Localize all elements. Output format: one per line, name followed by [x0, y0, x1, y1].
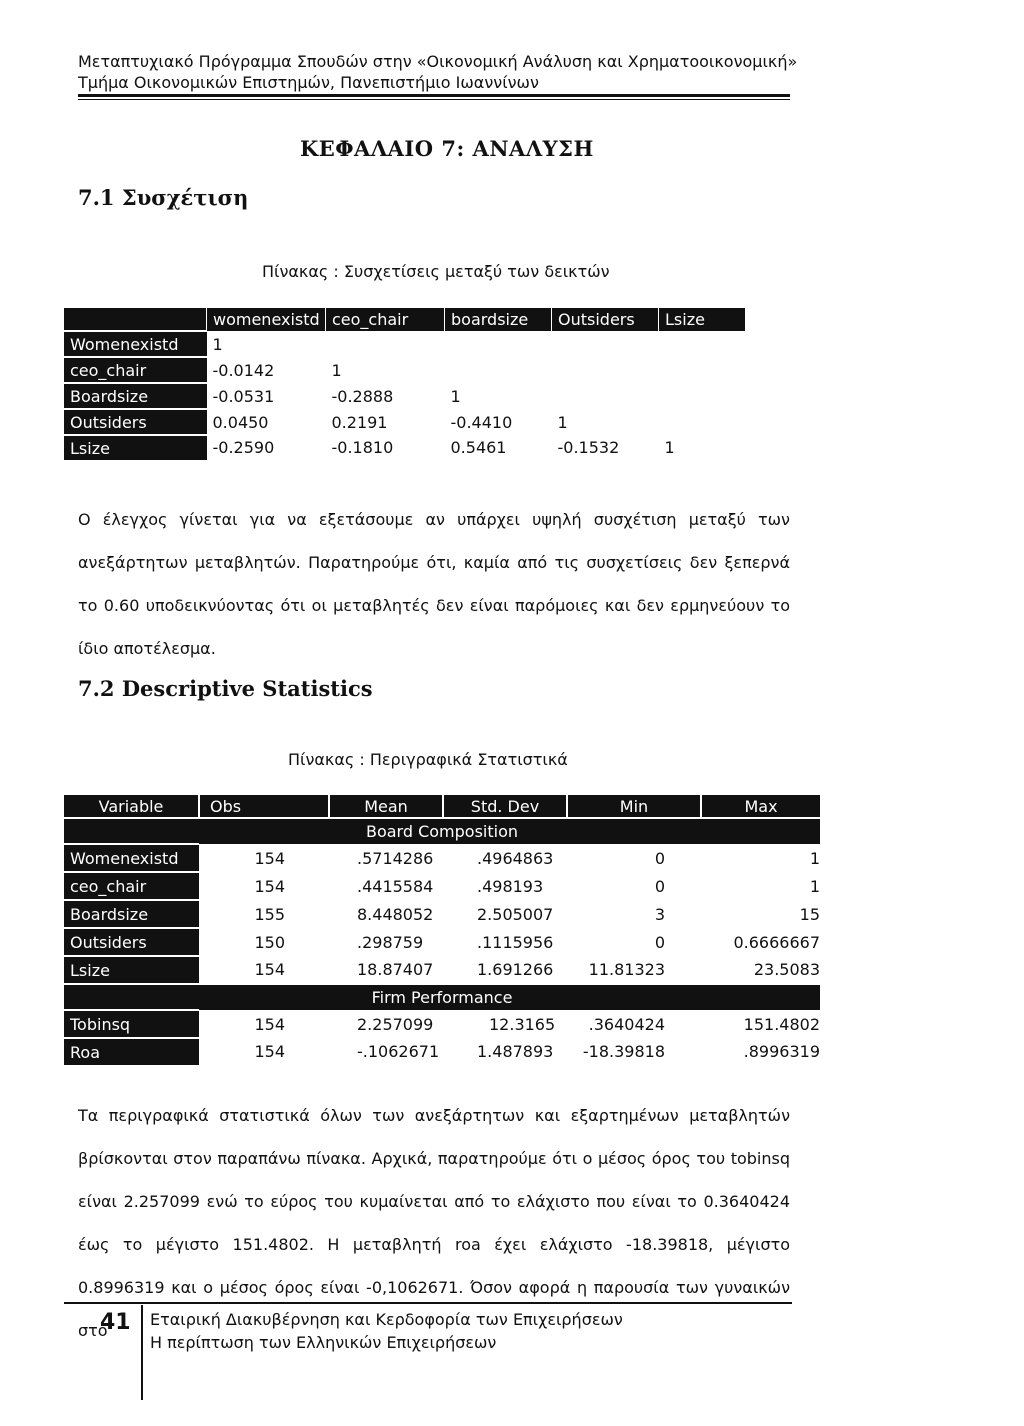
- table-cell: 8.448052: [357, 904, 434, 924]
- table-cell: 0: [654, 876, 665, 896]
- col-header: Min: [567, 795, 701, 818]
- table-cell: -.1062671: [357, 1042, 440, 1061]
- col-header: womenexistd: [207, 308, 326, 331]
- table-cell: .298759: [357, 932, 424, 952]
- row-header: Womenexistd: [64, 331, 207, 357]
- table-cell: 0.0450: [212, 412, 269, 432]
- col-header: boardsize: [445, 308, 552, 331]
- correlation-paragraph: Ο έλεγχος γίνεται για να εξετάσουμε αν υπάρχει υψηλή συσχέτιση μεταξύ των ανεξάρτητων μεταβλητών. Παρατηρούμε ότι, καμία από τις συσχετίσεις δεν ξεπερνά το 0.60 υποδεικνύοντας ότι οι μεταβλητές δεν είναι παρόμοιες και δεν ερμηνεύουν το ίδιο αποτέλεσμα.: [78, 510, 790, 658]
- table-cell: .498193: [477, 876, 544, 896]
- table-cell: [552, 331, 659, 357]
- table-row: [64, 331, 745, 357]
- table-cell: 2.505007: [477, 904, 554, 924]
- table-cell: 1: [809, 876, 820, 896]
- table-cell: 155: [254, 904, 285, 924]
- table-cell: [659, 357, 746, 383]
- table-cell: 1: [450, 386, 461, 406]
- table-cell: [659, 409, 746, 435]
- table-cell: .3640424: [588, 1014, 665, 1034]
- chapter-title: ΚΕΦΑΛΑΙΟ 7: ΑΝΑΛΥΣΗ: [300, 136, 594, 161]
- table-cell: 154: [254, 848, 285, 868]
- table-cell: 3: [654, 904, 665, 924]
- descriptive-table-caption: Πίνακας : Περιγραφικά Στατιστικά: [288, 750, 568, 769]
- table-cell: .4415584: [357, 876, 434, 896]
- table-cell: 1: [331, 360, 342, 380]
- correlation-table: [64, 308, 745, 460]
- table-cell: 0.6666667: [733, 932, 820, 952]
- row-header: Outsiders: [64, 409, 207, 435]
- table-cell: -18.39818: [582, 1042, 665, 1061]
- col-header: Variable: [64, 795, 199, 818]
- header-rule-thin: [78, 99, 790, 100]
- table-cell: .8996319: [743, 1042, 820, 1061]
- table-row: [64, 872, 820, 900]
- table-cell: [445, 331, 552, 357]
- table-cell: 0: [654, 848, 665, 868]
- row-header: Boardsize: [64, 900, 199, 928]
- header-line-1: Μεταπτυχιακό Πρόγραμμα Σπουδών στην «Οικονομική Ανάλυση και Χρηματοοικονομική»: [78, 52, 798, 71]
- table-cell: 18.87407: [357, 960, 434, 979]
- table-cell: [445, 357, 552, 383]
- col-header: Outsiders: [552, 308, 659, 331]
- table-cell: -0.0531: [212, 386, 275, 406]
- table-cell: -0.2590: [212, 438, 275, 457]
- corner-cell: [64, 308, 207, 331]
- row-header: Tobinsq: [64, 1010, 199, 1038]
- table-cell: 1.691266: [477, 960, 554, 979]
- table-cell: 154: [254, 1042, 285, 1061]
- col-header: Max: [701, 795, 820, 818]
- header-line-2: Τμήμα Οικονομικών Επιστημών, Πανεπιστήμιο Ιωαννίνων: [78, 73, 539, 92]
- table-row: [64, 956, 820, 984]
- table-cell: 151.4802: [743, 1014, 820, 1034]
- table-cell: 11.81323: [588, 960, 665, 979]
- table-cell: .4964863: [477, 848, 554, 868]
- col-header: Mean: [329, 795, 443, 818]
- section-title-correlation: 7.1 Συσχέτιση: [78, 185, 249, 210]
- table-cell: .1115956: [477, 932, 554, 952]
- table-cell: 1: [664, 438, 675, 457]
- table-cell: [659, 331, 746, 357]
- col-header: Lsize: [659, 308, 746, 331]
- table-row: [64, 928, 820, 956]
- row-header: Outsiders: [64, 928, 199, 956]
- table-row: [64, 900, 820, 928]
- row-header: Lsize: [64, 956, 199, 984]
- descriptive-stats-table: [64, 795, 820, 1065]
- table-cell: [552, 357, 659, 383]
- table-cell: [326, 331, 445, 357]
- row-header: ceo_chair: [64, 872, 199, 900]
- table-row: [64, 383, 745, 409]
- table-cell: -0.1532: [557, 438, 620, 457]
- table-cell: -0.0142: [212, 360, 275, 380]
- page-number: 41: [100, 1310, 131, 1335]
- table-cell: -0.4410: [450, 412, 513, 432]
- table-cell: 1: [557, 412, 568, 432]
- table-row: [64, 1010, 820, 1038]
- table-cell: 154: [254, 876, 285, 896]
- row-header: Lsize: [64, 435, 207, 460]
- table-cell: .5714286: [357, 848, 434, 868]
- col-header: ceo_chair: [326, 308, 445, 331]
- table-cell: [659, 383, 746, 409]
- table-cell: 23.5083: [753, 960, 820, 979]
- table-cell: 154: [254, 960, 285, 979]
- footer-line-1: Εταιρική Διακυβέρνηση και Κερδοφορία των Επιχειρήσεων: [150, 1310, 623, 1329]
- table-cell: 1: [809, 848, 820, 868]
- table-cell: 0.5461: [450, 438, 507, 457]
- footer-divider: [141, 1305, 143, 1400]
- table-cell: 12.3165: [489, 1014, 556, 1034]
- group-header-board: Board Composition: [64, 818, 820, 844]
- table-cell: 154: [254, 1014, 285, 1034]
- row-header: Womenexistd: [64, 844, 199, 872]
- table-row: [64, 1038, 820, 1065]
- table-cell: 150: [254, 932, 285, 952]
- header-rule: [78, 94, 790, 97]
- footer-rule: [64, 1302, 792, 1304]
- correlation-table-caption: Πίνακας : Συσχετίσεις μεταξύ των δεικτών: [262, 262, 610, 281]
- table-cell: 1: [212, 334, 223, 354]
- row-header: Boardsize: [64, 383, 207, 409]
- section-title-descriptive: 7.2 Descriptive Statistics: [78, 676, 373, 701]
- table-row: [64, 409, 745, 435]
- table-cell: [552, 383, 659, 409]
- table-row: [64, 435, 745, 460]
- table-cell: -0.1810: [331, 438, 394, 457]
- table-row: [64, 844, 820, 872]
- table-row: [64, 357, 745, 383]
- table-cell: 1.487893: [477, 1042, 554, 1061]
- footer-line-2: Η περίπτωση των Ελληνικών Επιχειρήσεων: [150, 1333, 497, 1352]
- group-header-performance: Firm Performance: [64, 984, 820, 1010]
- table-cell: 2.257099: [357, 1014, 434, 1034]
- descriptive-paragraph: Τα περιγραφικά στατιστικά όλων των ανεξάρτητων και εξαρτημένων μεταβλητών βρίσκονται στον παραπάνω πίνακα. Αρχικά, παρατηρούμε ότι ο μέσος όρος του tobinsq είναι 2.257099 ενώ το εύρος του κυμαίνεται από το ελάχιστο που είναι το 0.3640424 έως το μέγιστο 151.4802. Η μεταβλητή roa έχει ελάχιστο -18.39818, μέγιστο 0.8996319 και ο μέσος όρος είναι -0,1062671. Όσον αφορά η παρουσία των γυναικών στο: [78, 1106, 790, 1340]
- table-cell: 0: [654, 932, 665, 952]
- col-header: Std. Dev: [443, 795, 567, 818]
- col-header: Obs: [199, 795, 329, 818]
- table-cell: 15: [799, 904, 820, 924]
- table-cell: 0.2191: [331, 412, 388, 432]
- row-header: Roa: [64, 1038, 199, 1065]
- row-header: ceo_chair: [64, 357, 207, 383]
- table-cell: -0.2888: [331, 386, 394, 406]
